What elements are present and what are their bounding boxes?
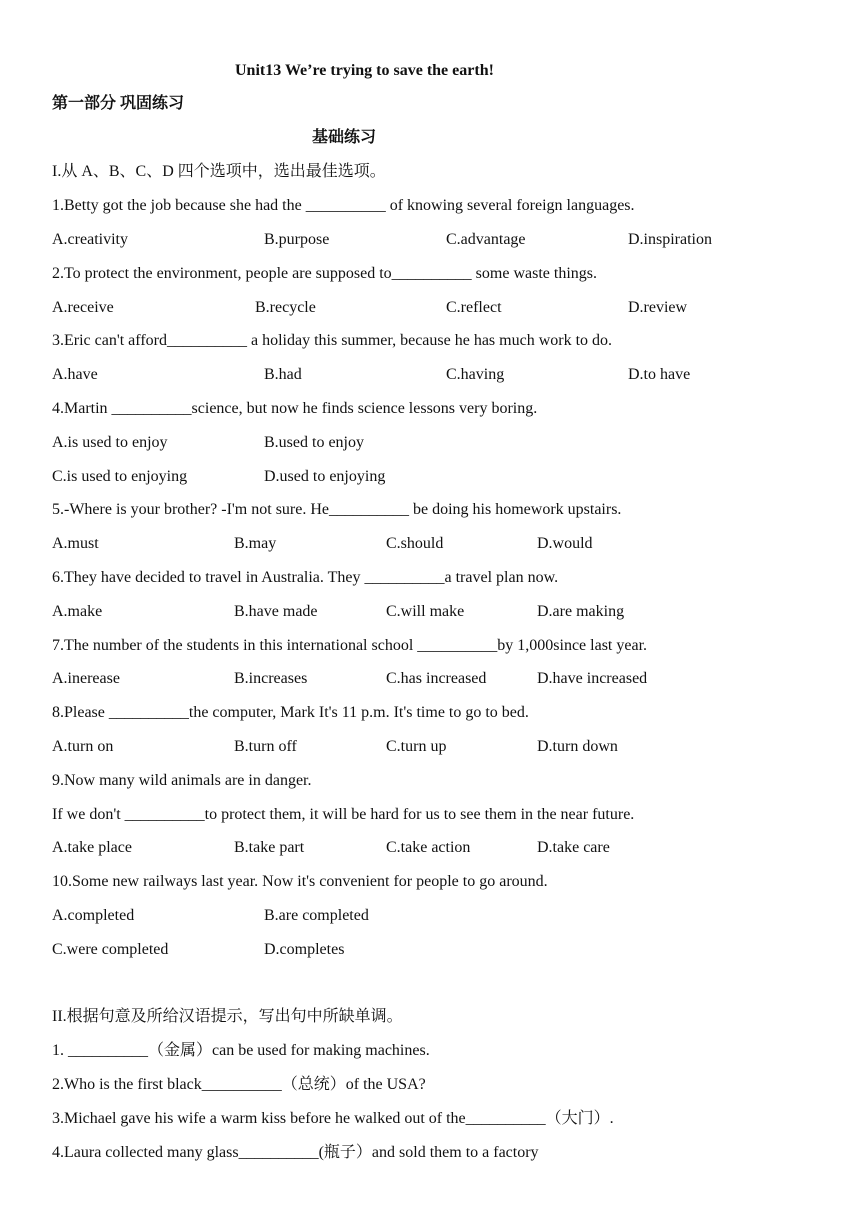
- q1-option-b: B.purpose: [264, 231, 330, 248]
- question-9-continued: If we don't __________to protect them, it will be hard for us to see them in the near future.: [52, 806, 635, 823]
- q10-option-c: C.were completed: [52, 941, 169, 958]
- part-heading: 第一部分 巩固练习: [52, 95, 185, 112]
- q5-option-b: B.may: [234, 535, 277, 552]
- q5-option-d: D.would: [537, 535, 593, 552]
- section-heading: 基础练习: [312, 129, 377, 146]
- fill-item-3: 3.Michael gave his wife a warm kiss before he walked out of the__________（大门）.: [52, 1110, 614, 1127]
- q6-option-a: A.make: [52, 603, 103, 620]
- q7-option-a: A.inerease: [52, 670, 120, 687]
- q9-option-a: A.take place: [52, 839, 132, 856]
- q1-option-a: A.creativity: [52, 231, 128, 248]
- question-10: 10.Some new railways last year. Now it's convenient for people to go around.: [52, 873, 548, 890]
- page-title: Unit13 We’re trying to save the earth!: [235, 62, 494, 79]
- q9-option-d: D.take care: [537, 839, 610, 856]
- q4-option-a: A.is used to enjoy: [52, 434, 168, 451]
- q10-option-b: B.are completed: [264, 907, 369, 924]
- question-3: 3.Eric can't afford__________ a holiday this summer, because he has much work to do.: [52, 332, 613, 349]
- q9-option-b: B.take part: [234, 839, 305, 856]
- question-6: 6.They have decided to travel in Australia. They __________a travel plan now.: [52, 569, 559, 586]
- q3-option-d: D.to have: [628, 366, 691, 383]
- q6-option-d: D.are making: [537, 603, 625, 620]
- question-2: 2.To protect the environment, people are supposed to__________ some waste things.: [52, 265, 597, 282]
- question-4: 4.Martin __________science, but now he finds science lessons very boring.: [52, 400, 538, 417]
- q9-option-c: C.take action: [386, 839, 471, 856]
- q6-option-c: C.will make: [386, 603, 465, 620]
- q3-option-b: B.had: [264, 366, 302, 383]
- q5-option-a: A.must: [52, 535, 99, 552]
- q7-option-b: B.increases: [234, 670, 308, 687]
- q4-option-c: C.is used to enjoying: [52, 468, 188, 485]
- q4-option-d: D.used to enjoying: [264, 468, 386, 485]
- q1-option-d: D.inspiration: [628, 231, 712, 248]
- fill-item-4: 4.Laura collected many glass__________(瓶子）and sold them to a factory: [52, 1144, 539, 1161]
- q6-option-b: B.have made: [234, 603, 318, 620]
- q2-option-d: D.review: [628, 299, 688, 316]
- q3-option-c: C.having: [446, 366, 505, 383]
- q3-option-a: A.have: [52, 366, 98, 383]
- q10-option-d: D.completes: [264, 941, 345, 958]
- q2-option-b: B.recycle: [255, 299, 316, 316]
- question-1: 1.Betty got the job because she had the __________ of knowing several foreign languages.: [52, 197, 635, 214]
- fill-item-2: 2.Who is the first black__________（总统）of the USA?: [52, 1076, 426, 1093]
- q7-option-d: D.have increased: [537, 670, 648, 687]
- section1-instruction: I.从 A、B、C、D 四个选项中，选出最佳选项。: [52, 163, 386, 180]
- q10-option-a: A.completed: [52, 907, 135, 924]
- q8-option-a: A.turn on: [52, 738, 114, 755]
- question-7: 7.The number of the students in this international school __________by 1,000since last year.: [52, 637, 648, 654]
- fill-item-1: 1. __________（金属）can be used for making machines.: [52, 1042, 430, 1059]
- q7-option-c: C.has increased: [386, 670, 487, 687]
- q2-option-a: A.receive: [52, 299, 114, 316]
- question-9: 9.Now many wild animals are in danger.: [52, 772, 312, 789]
- q4-option-b: B.used to enjoy: [264, 434, 364, 451]
- q1-option-c: C.advantage: [446, 231, 526, 248]
- q8-option-d: D.turn down: [537, 738, 618, 755]
- q8-option-b: B.turn off: [234, 738, 297, 755]
- q8-option-c: C.turn up: [386, 738, 447, 755]
- section2-instruction: II.根据句意及所给汉语提示，写出句中所缺单调。: [52, 1008, 403, 1025]
- question-8: 8.Please __________the computer, Mark It's 11 p.m. It's time to go to bed.: [52, 704, 529, 721]
- q2-option-c: C.reflect: [446, 299, 502, 316]
- question-5: 5.-Where is your brother? -I'm not sure. He__________ be doing his homework upstairs.: [52, 501, 622, 518]
- q5-option-c: C.should: [386, 535, 444, 552]
